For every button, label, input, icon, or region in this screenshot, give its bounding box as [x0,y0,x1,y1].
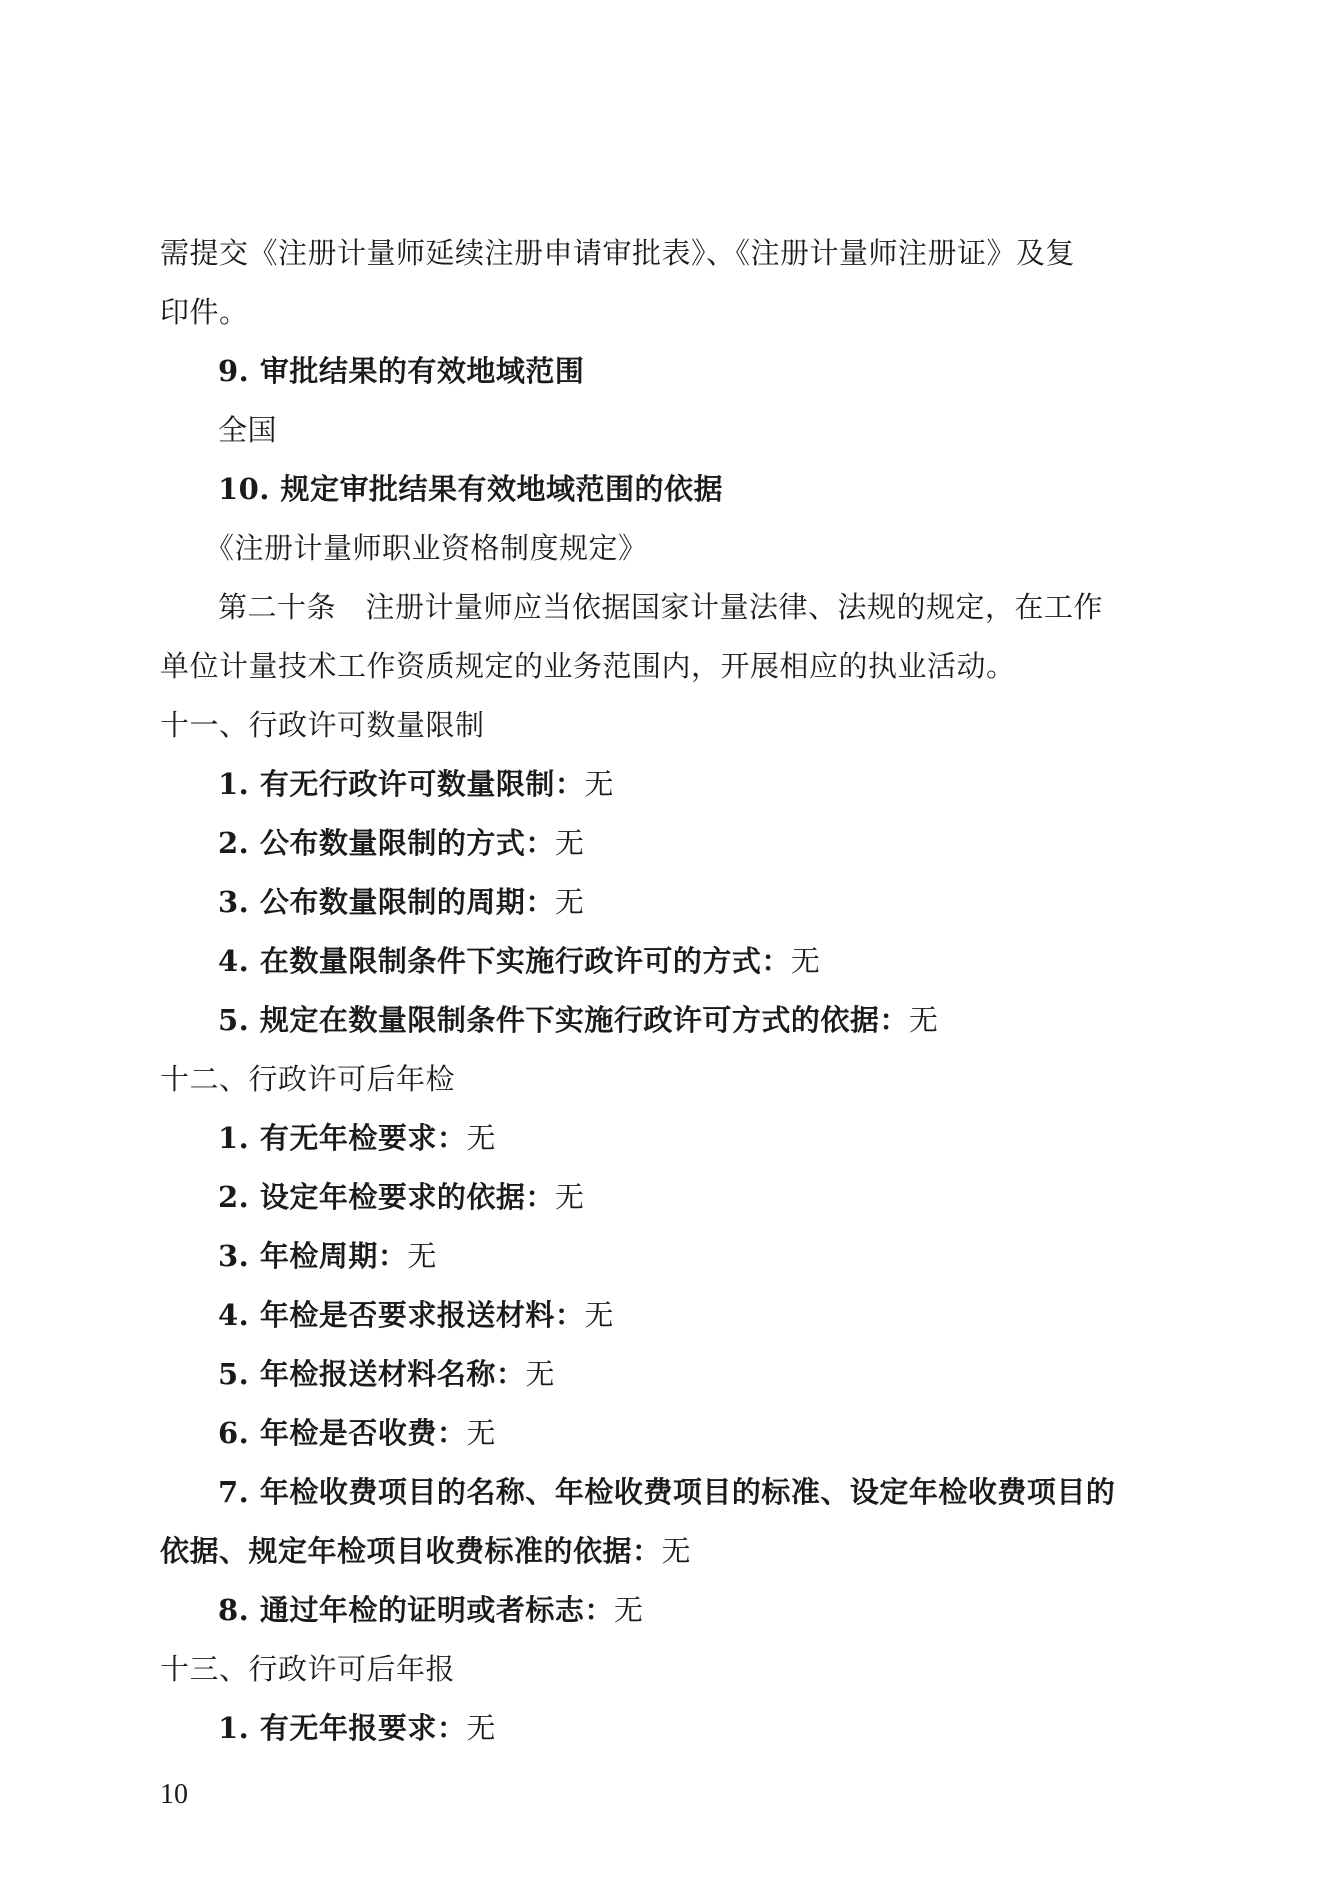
section-heading: 十二、行政许可后年检 [160,1062,456,1096]
list-item-value: 无 [525,1357,555,1391]
body-text-line: 第二十条 注册计量师应当依据国家计量法律、法规的规定，在工作 [218,590,1104,624]
list-item-value: 无 [584,1298,614,1332]
body-text-line: 全国 [218,413,278,447]
list-item-value: 无 [908,1003,939,1037]
list-item-label: 6. 年检是否收费： [218,1416,467,1450]
body-text-line: 需提交《注册计量师延续注册申请审批表》、《注册计量师注册证》及复 [160,236,1076,270]
list-item-label: 3. 年检周期： [218,1239,408,1273]
list-item [218,814,1248,872]
regulation-title: 《注册计量师职业资格制度规定》 [205,531,648,565]
list-item [218,1404,1248,1462]
list-item-value: 无 [554,885,585,919]
list-item-label: 5. 年检报送材料名称： [218,1357,526,1391]
list-item [218,755,1248,813]
list-item-value: 无 [661,1534,692,1568]
list-item-label: 8. 通过年检的证明或者标志： [218,1593,614,1627]
list-item-value: 无 [466,1416,496,1450]
list-item [218,1109,1248,1167]
list-item [218,932,1248,990]
list-item [218,1581,1248,1639]
list-item-label: 4. 在数量限制条件下实施行政许可的方式： [218,944,791,978]
page-number: 10 [160,1779,188,1810]
list-item-value: 无 [466,1121,496,1155]
list-item-value: 无 [407,1239,437,1273]
list-item-value: 无 [613,1593,644,1627]
list-item [218,1227,1248,1285]
list-item [218,1286,1248,1344]
list-item-label: 2. 公布数量限制的方式： [218,826,555,860]
list-item-value: 无 [554,1180,585,1214]
list-item [218,991,1248,1049]
list-item-label: 1. 有无行政许可数量限制： [218,767,585,801]
body-text-line: 单位计量技术工作资质规定的业务范围内，开展相应的执业活动。 [160,649,1016,683]
list-item-continuation [160,1522,1190,1580]
list-item [218,1345,1248,1403]
list-item-label: 1. 有无年报要求： [218,1711,467,1745]
list-item-value: 无 [554,826,585,860]
section-heading: 十三、行政许可后年报 [160,1652,456,1686]
list-item-label: 5. 规定在数量限制条件下实施行政许可方式的依据： [218,1003,909,1037]
list-item-label: 4. 年检是否要求报送材料： [218,1298,585,1332]
list-item [218,873,1248,931]
body-text-line: 印件。 [160,295,249,329]
list-item-label: 1. 有无年检要求： [218,1121,467,1155]
list-item-label: 2. 设定年检要求的依据： [218,1180,555,1214]
list-item-value: 无 [466,1711,496,1745]
list-item [218,1168,1248,1226]
list-item-value: 无 [790,944,821,978]
list-item [218,1699,1248,1757]
section-heading: 十一、行政许可数量限制 [160,708,485,742]
list-item-label: 3. 公布数量限制的周期： [218,885,555,919]
list-item-value: 无 [584,767,614,801]
subsection-heading: 10. 规定审批结果有效地域范围的依据 [218,472,724,506]
list-item: 7. 年检收费项目的名称、年检收费项目的标准、设定年检收费项目的 [218,1475,1116,1509]
subsection-heading: 9. 审批结果的有效地域范围 [218,354,585,388]
list-item-label: 依据、规定年检项目收费标准的依据： [160,1534,662,1568]
